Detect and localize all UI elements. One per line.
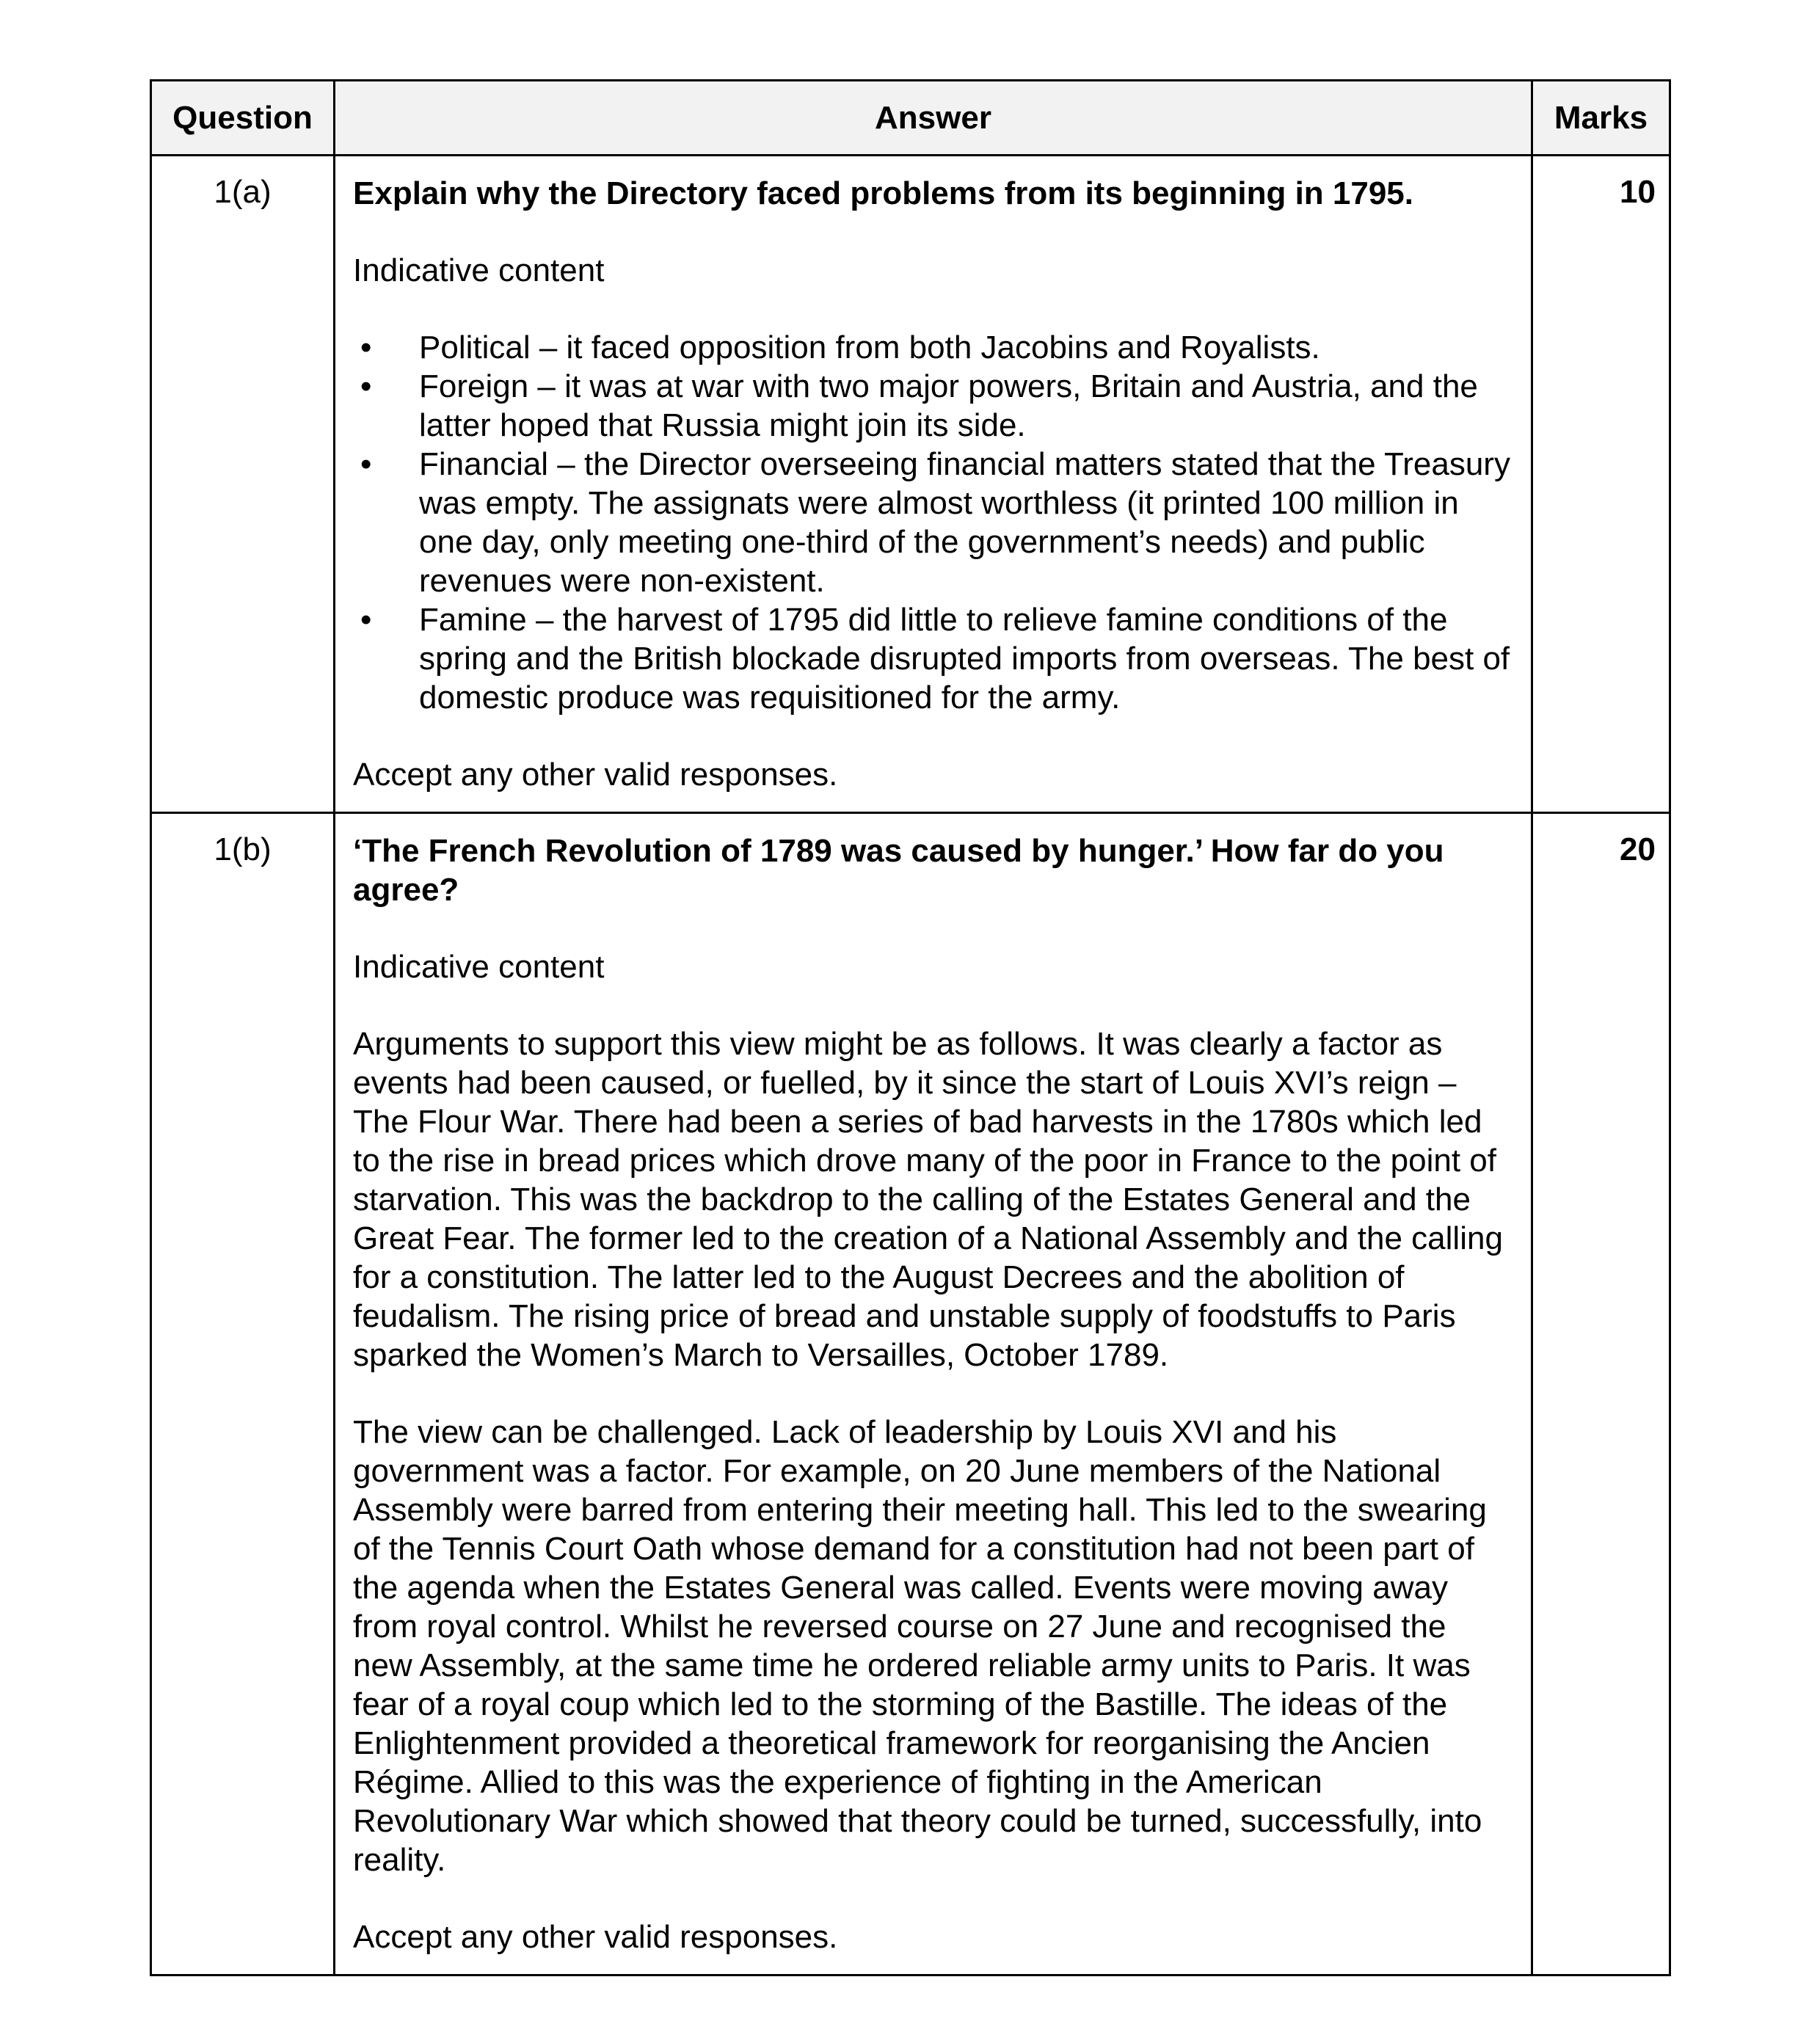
indicative-content-label: Indicative content: [353, 252, 605, 288]
question-number: 1(a): [151, 156, 335, 813]
question-prompt: ‘The French Revolution of 1789 was caused by hunger.’ How far do you agree?: [353, 833, 1444, 908]
header-row: [151, 81, 1670, 156]
header-question: Question: [151, 81, 335, 156]
accept-note: Accept any other valid responses.: [353, 1919, 838, 1955]
table-row: [151, 813, 1670, 1975]
marks-value: 20: [1532, 813, 1670, 1975]
list-item: • Famine – the harvest of 1795 did little to relieve famine conditions of the spring and the British blockade disrupted imports from overseas. The best of domestic produce was requisitioned for the army.: [353, 600, 1513, 717]
header-answer: Answer: [335, 81, 1532, 156]
header-marks: Marks: [1532, 81, 1670, 156]
list-item: • Foreign – it was at war with two major powers, Britain and Austria, and the latter hoped that Russia might join its side.: [353, 367, 1513, 445]
content-points-list: [353, 328, 1513, 717]
marks-value: 10: [1532, 156, 1670, 813]
answer-cell: [335, 156, 1532, 813]
challenging-argument-paragraph: The view can be challenged. Lack of leadership by Louis XVI and his government was a factor. For example, on 20 June members of the National Assembly were barred from entering their meeting hall. This led to the swearing of the Tennis Court Oath whose demand for a constitution had not been part of the agenda when the Estates General was called. Events were moving away from royal control. Whilst he reversed course on 27 June and recognised the new Assembly, at the same time he ordered reliable army units to Paris. It was fear of a royal coup which led to the storming of the Bastille. The ideas of the Enlightenment provided a theoretical framework for reorganising the Ancien Régime. Allied to this was the experience of fighting in the American Revolutionary War which showed that theory could be turned, successfully, into reality.: [353, 1414, 1487, 1878]
list-item: • Political – it faced opposition from both Jacobins and Royalists.: [353, 328, 1513, 367]
question-number: 1(b): [151, 813, 335, 1975]
indicative-content-label: Indicative content: [353, 949, 605, 985]
mark-scheme-table: [150, 79, 1671, 1976]
question-prompt: Explain why the Directory faced problems from its beginning in 1795.: [353, 175, 1413, 211]
table-row: [151, 156, 1670, 813]
accept-note: Accept any other valid responses.: [353, 757, 838, 793]
list-item: • Financial – the Director overseeing financial matters stated that the Treasury was empty. The assignats were almost worthless (it printed 100 million in one day, only meeting one-third of the government’s needs) and public revenues were non-existent.: [353, 445, 1513, 600]
answer-cell: [335, 813, 1532, 1975]
supporting-argument-paragraph: Arguments to support this view might be as follows. It was clearly a factor as events had been caused, or fuelled, by it since the start of Louis XVI’s reign – The Flour War. There had been a series of bad harvests in the 1780s which led to the rise in bread prices which drove many of the poor in France to the point of starvation. This was the backdrop to the calling of the Estates General and the Great Fear. The former led to the creation of a National Assembly and the calling for a constitution. The latter led to the August Decrees and the abolition of feudalism. The rising price of bread and unstable supply of foodstuffs to Paris sparked the Women’s March to Versailles, October 1789.: [353, 1026, 1503, 1373]
